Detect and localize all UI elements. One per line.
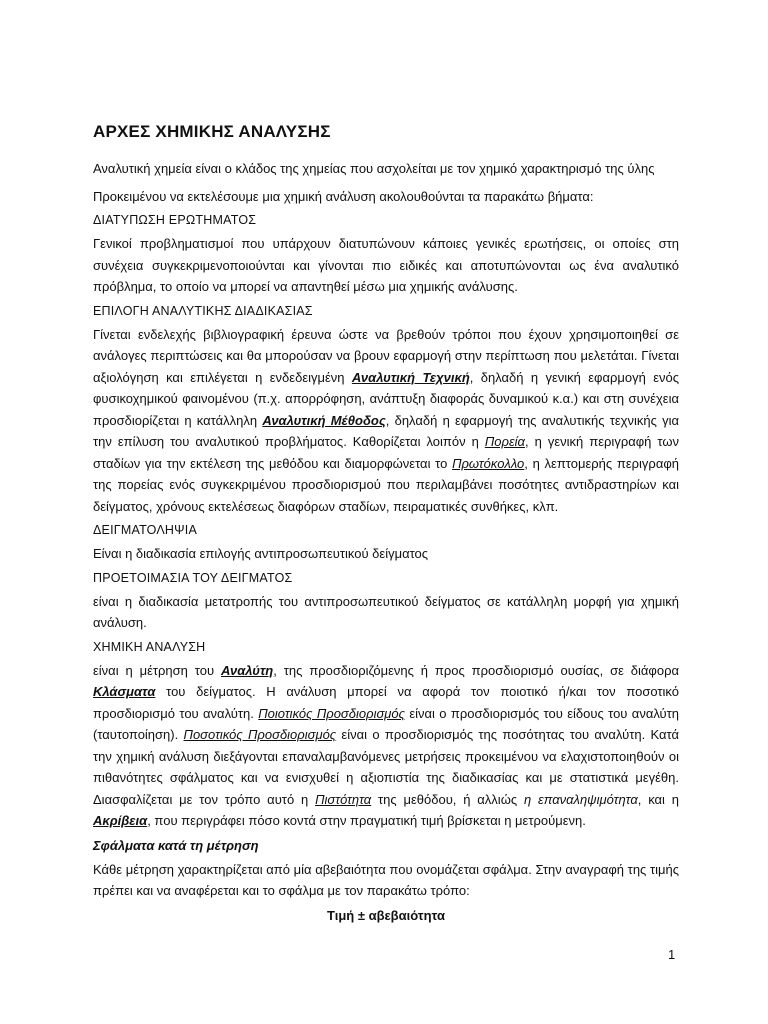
text-run: , δηλαδή η γενική εφαρμογή ενός φυσικοχημικού φαινομένου (π.χ. απορρόφηση, ανάπτυξη διαφοράς δυναμικού κ.α.) και στη συνέχεια προσδιορίζεται η κατάλληλη [93,369,679,428]
term-analytical-method: Αναλυτική Μέθοδος [262,412,386,428]
document-page [93,122,679,923]
term-fractions: Κλάσματα [93,684,156,699]
section-text-errors: Κάθε μέτρηση χαρακτηρίζεται από μία αβεβαιότητα που ονομάζεται σφάλμα. Στην αναγραφή της τιμής πρέπει και να αναφέρεται και το σφάλμα με τον παρακάτω τρόπο: [93,861,679,898]
term-precision: Πιστότητα [315,791,372,807]
section-text-question: Γενικοί προβληματισμοί που υπάρχουν διατυπώνουν κάποιες γενικές ερωτήσεις, οι οποίες στη συνέχεια συγκεκριμενοποιούνται και γίνονται πιο ειδικές και αποτυπώνονται ως ένα αναλυτικό πρόβλημα, το οποίο να μπορεί να απαντηθεί μέσω μια χημικής ανάλυσης. [93,236,679,294]
text-run: Γίνεται ενδελεχής βιβλιογραφική έρευνα ώστε να βρεθούν τρόποι που έχουν χρησιμοποιηθεί σε ανάλογες περιπτώσεις και θα μπορούσαν να βρουν εφαρμογή στην περίπτωση που μελετάται. Γίνεται αξιολόγηση και επιλέγεται η ενδεδειγμένη [93,326,679,385]
document-title: ΑΡΧΕΣ ΧΗΜΙΚΗΣ ΑΝΑΛΥΣΗΣ [93,122,331,141]
text-run: , της προσδιοριζόμενης ή προς προσδιορισμό ουσίας, σε διάφορα [273,662,679,678]
text-run: του δείγματος. Η ανάλυση μπορεί να αφορά τον ποιοτικό ή/και τον ποσοτικό προσδιορισμό του αναλύτη. [93,684,679,721]
text-run: , η γενική περιγραφή των σταδίων για την εκτέλεση της μεθόδου και διαμορφώνεται το [93,434,679,471]
term-protocol: Πρωτόκολλο [452,455,525,471]
intro-paragraph-2: Προκειμένου να εκτελέσουμε μια χημική ανάλυση ακολουθούνται τα παρακάτω βήματα: [93,188,594,204]
text-run: , δηλαδή η εφαρμογή της αναλυτικής τεχνικής για την επίλυση του αναλυτικού προβλήματος. Καθορίζεται λοιπόν η [93,412,679,449]
term-analytical-technique: Αναλυτική Τεχνική [351,369,470,385]
term-quantitative: Ποσοτικός Προσδιορισμός [183,727,337,742]
term-course: Πορεία [484,434,525,449]
term-qualitative: Ποιοτικός Προσδιορισμός [258,705,405,721]
section-heading-procedure: ΕΠΙΛΟΓΗ ΑΝΑΛΥΤΙΚΗΣ ΔΙΑΔΙΚΑΣΙΑΣ [93,303,313,318]
text-run: είναι ο προσδιορισμός της ποσότητας του αναλύτη. Κατά την χημική ανάλυση διεξάγονται επαναλαμβανόμενες μετρήσεις προκειμένου να ελαχιστοποιηθούν οι πιθανότητες σφάλματος και να ενισχυθεί η αξιοπιστία της διαδικασίας και με στατιστικά μεγέθη. Διασφαλίζεται με τον τρόπο αυτό η [93,727,679,807]
term-analyte: Αναλύτη [220,662,274,678]
section-text-chemical-analysis [93,660,679,832]
term-repeatability: η επαναληψιμότητα [523,791,638,807]
section-heading-question: ΔΙΑΤΥΠΩΣΗ ΕΡΩΤΗΜΑΤΟΣ [93,213,257,227]
text-run: , και η [637,791,680,807]
term-accuracy: Ακρίβεια [93,813,148,828]
section-text-sampling: Είναι η διαδικασία επιλογής αντιπροσωπευτικού δείγματος [93,546,429,561]
intro-paragraph-1: Αναλυτική χημεία είναι ο κλάδος της χημείας που ασχολείται με τον χημικό χαρακτηρισμό της ύλης [93,161,655,176]
section-text-preparation: είναι η διαδικασία μετατροπής του αντιπροσωπευτικού δείγματος σε κατάλληλη μορφή για χημική ανάλυση. [93,593,679,630]
subheading-errors: Σφάλματα κατά τη μέτρηση [93,837,259,853]
section-heading-chemical-analysis: ΧΗΜΙΚΗ ΑΝΑΛΥΣΗ [93,639,206,654]
page-number: 1 [668,947,676,962]
text-run: , η λεπτομερής περιγραφή της πορείας ενός συγκεκριμένου προσδιορισμού που περιλαμβάνει ποσότητες αντιδραστηρίων και δείγματος, χρόνους εκτελέσεως διαφόρων σταδίων, πειραματικές συνθήκες, κλπ. [93,455,679,514]
text-run: είναι η μέτρηση του [93,662,221,678]
section-text-procedure [93,324,679,518]
section-heading-preparation: ΠΡΟΕΤΟΙΜΑΣΙΑ ΤΟΥ ΔΕΙΓΜΑΤΟΣ [93,570,293,585]
text-run: είναι ο προσδιορισμός του είδους του αναλύτη (ταυτοποίηση). [93,705,679,742]
formula-value-uncertainty: Τιμή ± αβεβαιότητα [327,907,445,923]
text-run: , που περιγράφει πόσο κοντά στην πραγματική τιμή βρίσκεται η μετρούμενη. [147,813,586,828]
section-heading-sampling: ΔΕΙΓΜΑΤΟΛΗΨΙΑ [93,523,198,537]
text-run: της μεθόδου, ή αλλιώς [371,791,524,807]
